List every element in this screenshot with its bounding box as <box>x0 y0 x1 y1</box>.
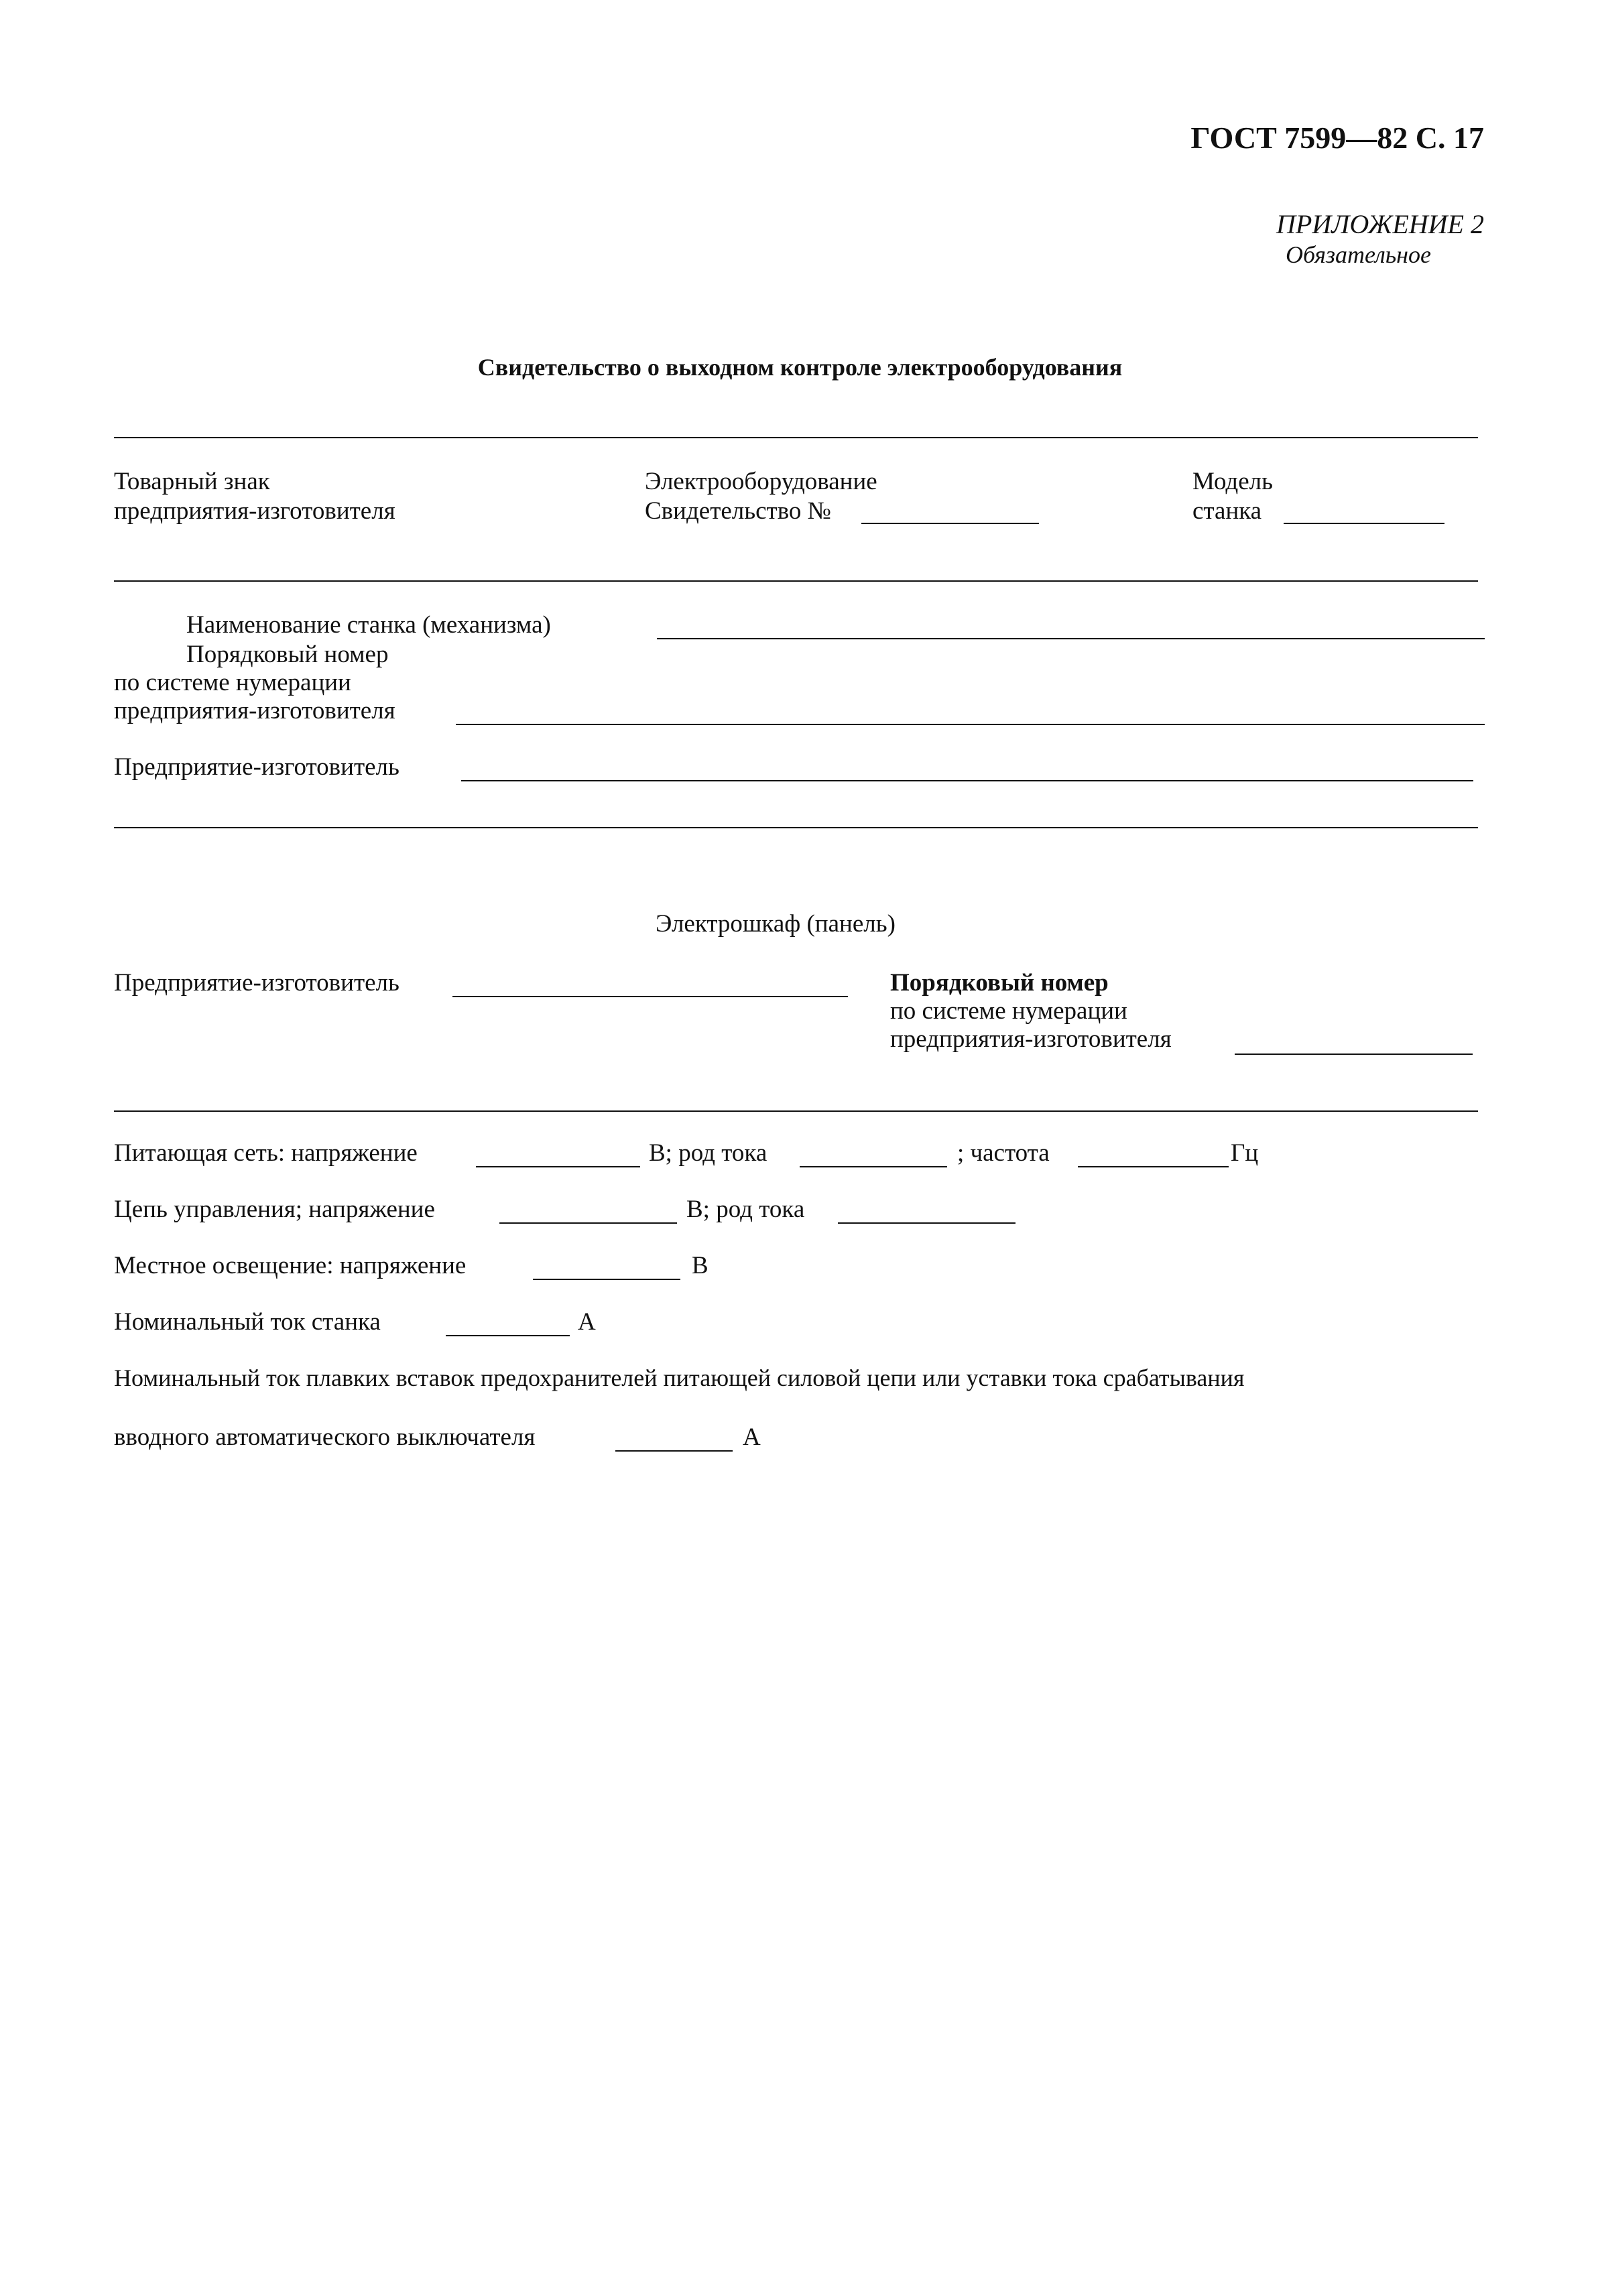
certificate-number-field[interactable] <box>861 523 1039 524</box>
rated-current-field[interactable] <box>446 1335 570 1336</box>
supply-frequency-label: ; частота <box>957 1139 1050 1167</box>
cabinet-manufacturer-label: Предприятие-изготовитель <box>114 969 399 997</box>
divider-line <box>114 580 1478 582</box>
divider-line <box>114 827 1478 828</box>
cabinet-serial-label-line2: по системе нумерации <box>890 997 1127 1025</box>
equipment-label: Электрооборудование <box>645 468 877 495</box>
rated-current-label: Номинальный ток станка <box>114 1308 381 1336</box>
lighting-voltage-label: Местное освещение: напряжение <box>114 1252 467 1279</box>
machine-manufacturer-field[interactable] <box>461 780 1473 781</box>
divider-line <box>114 1110 1478 1112</box>
supply-current-type-field[interactable] <box>800 1166 947 1167</box>
fuse-current-text: Номинальный ток плавких вставок предохранителей питающей силовой цепи или уставки тока срабатывания <box>114 1364 1245 1391</box>
cabinet-serial-field[interactable] <box>1235 1054 1473 1055</box>
cabinet-serial-label-line3: предприятия-изготовителя <box>890 1025 1172 1053</box>
breaker-current-unit: А <box>743 1423 761 1451</box>
supply-current-type-label: В; род тока <box>649 1139 767 1167</box>
control-voltage-field[interactable] <box>499 1222 677 1224</box>
page-reference: ГОСТ 7599—82 С. 17 <box>1190 121 1484 155</box>
machine-serial-label-line2: по системе нумерации <box>114 669 351 696</box>
control-current-type-label: В; род тока <box>686 1196 805 1223</box>
model-label-line1: Модель <box>1192 468 1273 495</box>
machine-name-field[interactable] <box>657 638 1485 639</box>
cabinet-heading: Электрошкаф (панель) <box>656 910 896 938</box>
machine-serial-label-line1: Порядковый номер <box>186 641 389 668</box>
appendix-status: Обязательное <box>1286 241 1431 268</box>
breaker-current-field[interactable] <box>615 1450 733 1452</box>
breaker-label: вводного автоматического выключателя <box>114 1423 536 1451</box>
trademark-label-line1: Товарный знак <box>114 468 270 495</box>
machine-serial-label-line3: предприятия-изготовителя <box>114 697 395 724</box>
appendix-label: ПРИЛОЖЕНИЕ 2 <box>1276 209 1484 239</box>
machine-name-label: Наименование станка (механизма) <box>186 611 551 639</box>
supply-frequency-unit: Гц <box>1231 1139 1259 1167</box>
model-field[interactable] <box>1284 523 1444 524</box>
cabinet-serial-label-line1: Порядковый номер <box>890 969 1109 997</box>
machine-manufacturer-label: Предприятие-изготовитель <box>114 753 399 781</box>
machine-serial-field[interactable] <box>456 724 1485 725</box>
supply-frequency-field[interactable] <box>1078 1166 1229 1167</box>
lighting-voltage-field[interactable] <box>533 1279 680 1280</box>
model-label-line2: станка <box>1192 497 1262 525</box>
control-voltage-label: Цепь управления; напряжение <box>114 1196 435 1223</box>
control-current-type-field[interactable] <box>838 1222 1016 1224</box>
supply-voltage-field[interactable] <box>476 1166 640 1167</box>
document-title: Свидетельство о выходном контроле электрооборудования <box>477 354 1123 381</box>
divider-line <box>114 437 1478 438</box>
certificate-number-label: Свидетельство № <box>645 497 831 525</box>
cabinet-manufacturer-field[interactable] <box>452 996 848 997</box>
supply-voltage-label: Питающая сеть: напряжение <box>114 1139 418 1167</box>
trademark-label-line2: предприятия-изготовителя <box>114 497 395 525</box>
rated-current-unit: А <box>578 1308 596 1336</box>
lighting-voltage-unit: В <box>692 1252 709 1279</box>
